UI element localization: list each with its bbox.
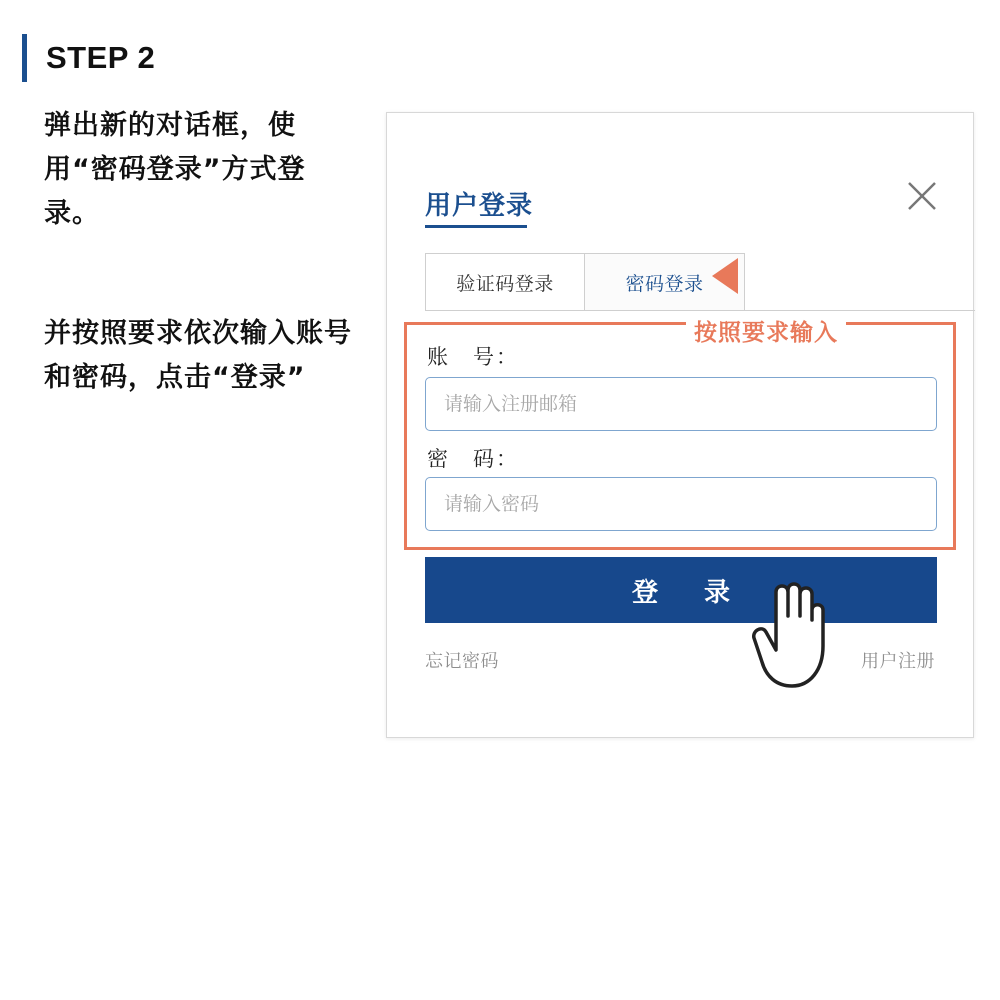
step-title: STEP 2 [46, 40, 156, 75]
register-link[interactable]: 用户注册 [861, 651, 935, 672]
instruction-paragraph-1: 弹出新的对话框，使用“密码登录”方式登录。 [44, 110, 306, 229]
login-dialog [386, 112, 974, 738]
login-method-tabs [425, 253, 937, 313]
dialog-title: 用户登录 [425, 191, 534, 221]
password-input[interactable] [425, 477, 937, 531]
account-label: 账 号： [427, 345, 519, 369]
password-label: 密 码： [427, 447, 519, 471]
step-accent-bar [22, 34, 27, 82]
tab-sms-login[interactable]: 验证码登录 [425, 253, 585, 311]
account-input[interactable] [425, 377, 937, 431]
tabs-divider [745, 310, 975, 311]
tab-password-login[interactable]: 密码登录 [585, 253, 745, 311]
instruction-panel [0, 0, 380, 1000]
dialog-title-underline [425, 225, 527, 228]
forgot-password-link[interactable]: 忘记密码 [425, 651, 499, 672]
instruction-paragraph-2: 并按照要求依次输入账号和密码，点击“登录” [44, 318, 352, 393]
close-icon[interactable] [905, 179, 939, 213]
login-button[interactable]: 登 录 [425, 557, 937, 623]
tab-callout-arrow-icon [712, 258, 738, 294]
annotation-label: 按照要求输入 [686, 314, 846, 347]
